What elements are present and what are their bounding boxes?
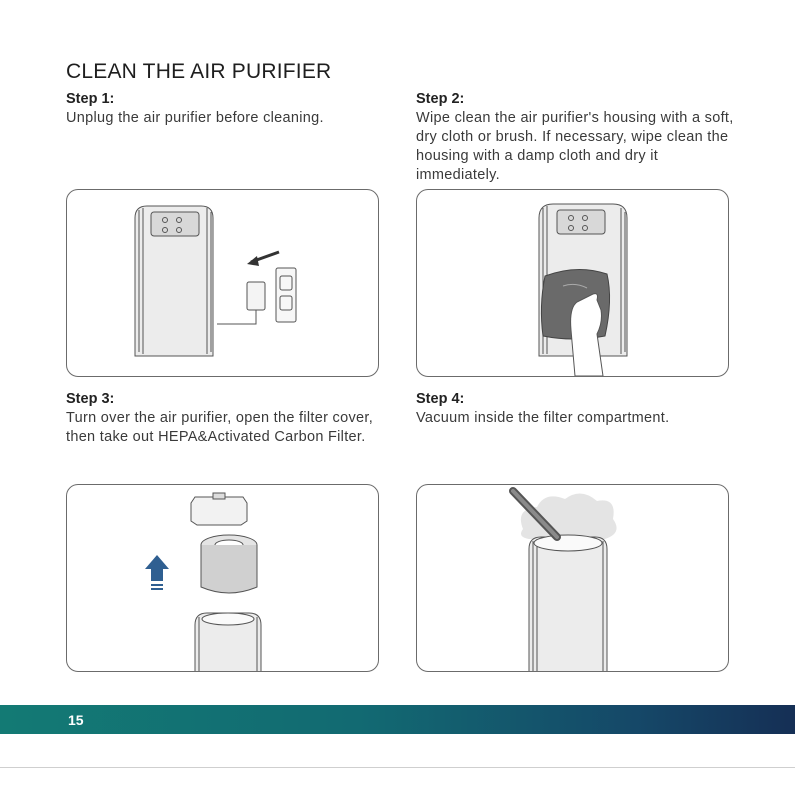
step-3-illustration [66, 484, 379, 672]
page-divider [0, 767, 795, 768]
filter-removal-illustration [67, 485, 378, 671]
page-number: 15 [68, 712, 84, 728]
step-1-illustration [66, 189, 379, 377]
step-1-text: Unplug the air purifier before cleaning. [66, 110, 324, 126]
page-title: CLEAN THE AIR PURIFIER [66, 60, 332, 83]
vacuum-illustration [417, 485, 728, 671]
wipe-illustration [417, 190, 728, 376]
step-2 [416, 91, 746, 185]
step-4-heading: Step 4: [416, 391, 465, 407]
unplug-illustration [67, 190, 378, 376]
step-3-heading: Step 3: [66, 391, 115, 407]
step-2-illustration [416, 189, 729, 377]
step-4-text: Vacuum inside the filter compartment. [416, 410, 670, 426]
step-3 [66, 391, 396, 447]
step-4-illustration [416, 484, 729, 672]
step-1 [66, 91, 396, 128]
footer-bar [0, 705, 795, 734]
step-2-heading: Step 2: [416, 91, 465, 107]
step-4 [416, 391, 746, 428]
up-arrow-icon [145, 555, 169, 581]
step-2-text: Wipe clean the air purifier's housing with a soft, dry cloth or brush. If necessary, wipe clean the housing with a damp cloth and dry it immediately. [416, 110, 734, 183]
step-1-heading: Step 1: [66, 91, 115, 107]
step-3-text: Turn over the air purifier, open the filter cover, then take out HEPA&Activated Carbon Filter. [66, 410, 374, 445]
